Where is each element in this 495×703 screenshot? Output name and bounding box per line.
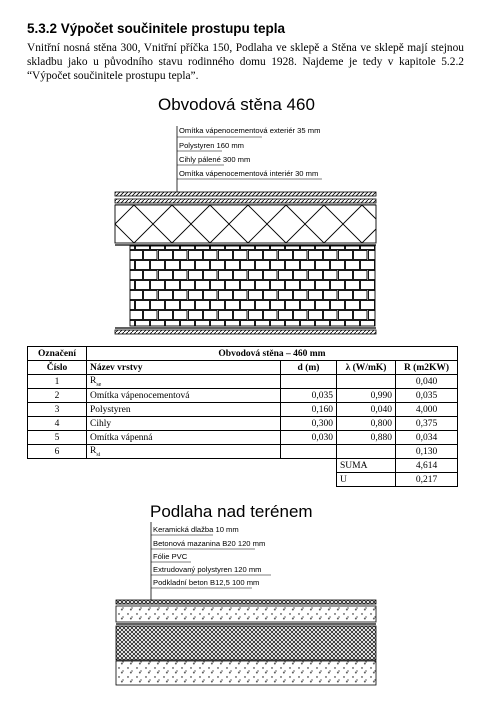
wall-layer-label: Polystyren 160 mm [179,141,244,150]
section-heading: 5.3.2 Výpočet součinitele prostupu tepla [27,21,286,36]
cell-number: 1 [28,375,87,389]
table-row [28,375,458,389]
suma-value: 4,614 [396,459,458,473]
intro-paragraph: Vnitřní nosná stěna 300, Vnitřní příčka 150, Podlaha ve sklepě a Stěna ve sklepě mají stejnou skladbu jako u původního stavu rodinného domu 1928. Najdeme je tedy v kapitole 5.2.2 “Výpočet součinitele prostupu tepla”. [27,42,464,82]
header-oznaceni: Označení [28,347,87,361]
floor-title: Podlaha nad terénem [150,502,313,521]
table-row: 6 $R_{si}$ 0,130 [28,445,458,459]
wall-title: Obvodová stěna 460 [158,95,315,114]
wall-section [115,192,376,334]
floor-layer-label: Keramická dlažba 10 mm [153,525,239,534]
u-row [28,473,458,487]
wall-layer-label: Omítka vápenocementová interiér 30 mm [179,169,319,178]
header-table-title: Obvodová stěna – 460 mm [87,347,458,361]
thermal-table [27,346,458,487]
header-d: d (m) [281,361,337,375]
floor-layer-label: Extrudovaný polystyren 120 mm [153,565,262,574]
u-label: U [337,473,396,487]
header-r: R (m2KW) [396,361,458,375]
table-row: 4 Cihly 0,300 0,800 0,375 [28,417,458,431]
table-row: 2 Omítka vápenocementová 0,035 0,990 0,035 [28,389,458,403]
cell-name: $R_{se}$ [87,375,281,389]
suma-label: SUMA [337,459,396,473]
floor-layer-label: Betonová mazanina B20 120 mm [153,539,266,548]
table-row: 3 Polystyren 0,160 0,040 4,000 [28,403,458,417]
header-nazev: Název vrstvy [87,361,281,375]
cell-r: 0,040 [396,375,458,389]
u-value: 0,217 [396,473,458,487]
table-row: 5 Omítka vápenná 0,030 0,880 0,034 [28,431,458,445]
header-cislo: Číslo [28,361,87,375]
wall-layer-label: Omítka vápenocementová exteriér 35 mm [179,126,321,135]
floor-layer-label: Fólie PVC [153,552,188,561]
header-lambda: λ (W/mK) [337,361,396,375]
wall-layer-label: Cihly pálené 300 mm [179,155,251,164]
floor-section [116,600,376,685]
floor-layer-label: Podkladní beton B12,5 100 mm [153,578,260,587]
suma-row [28,459,458,473]
